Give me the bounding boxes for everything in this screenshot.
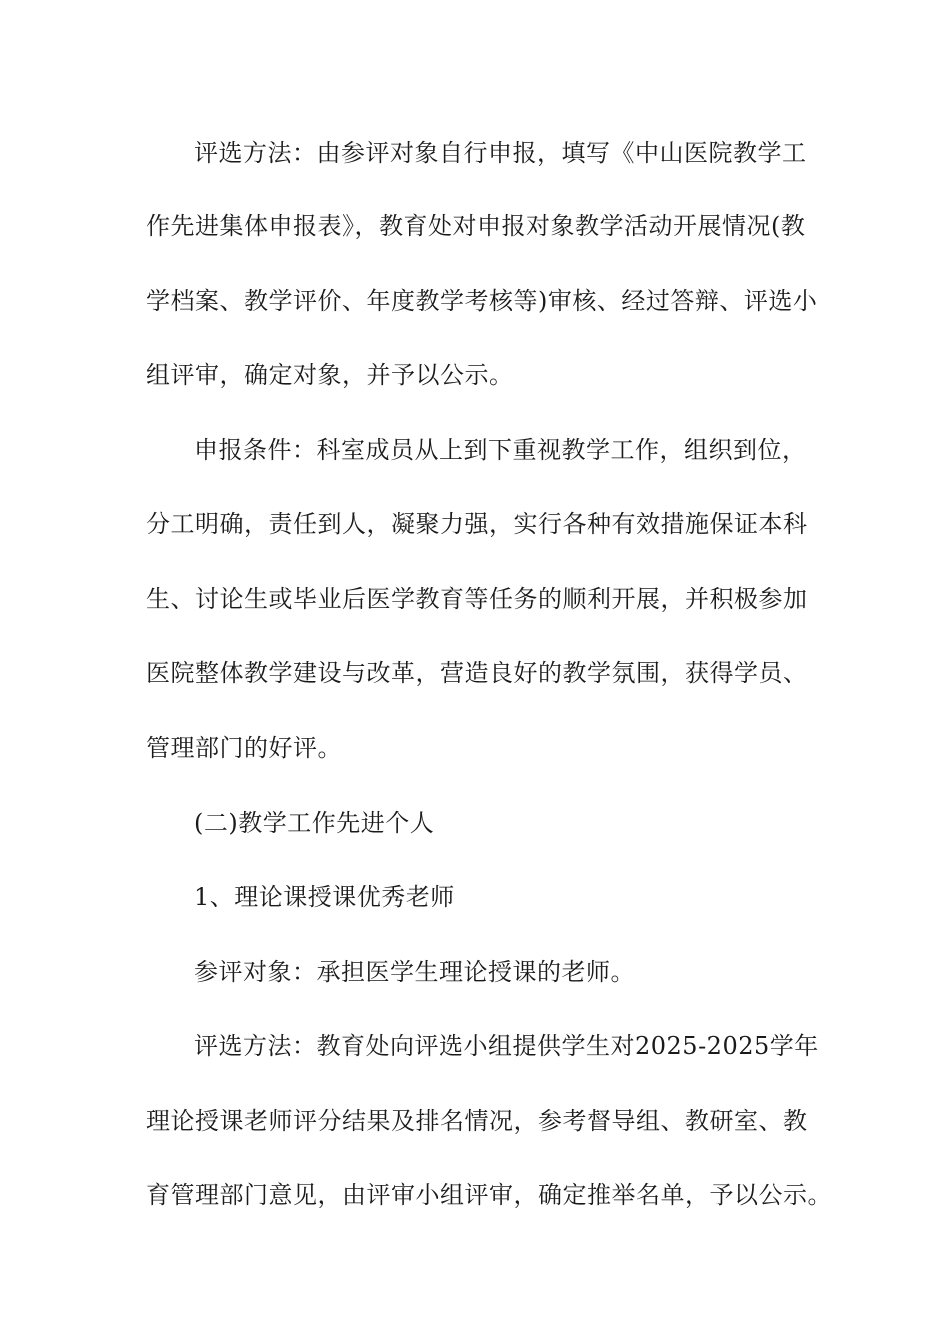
paragraph-application-conditions-line-3: 生、讨论生或毕业后医学教育等任务的顺利开展，并积极参加 (146, 585, 808, 613)
paragraph-selection-method-line-4: 组评审，确定对象，并予以公示。 (146, 361, 514, 389)
paragraph-teacher-selection-method-line-2: 理论授课老师评分结果及排名情况，参考督导组、教研室、教 (146, 1107, 808, 1135)
paragraph-application-conditions-line-4: 医院整体教学建设与改革，营造良好的教学氛围，获得学员、 (146, 659, 808, 687)
paragraph-selection-method-line-2: 作先进集体申报表》，教育处对申报对象教学活动开展情况(教 (146, 212, 806, 240)
subsection-heading-theory-teacher: 1、理论课授课优秀老师 (194, 883, 455, 911)
paragraph-teacher-selection-method-line-3: 育管理部门意见，由评审小组评审，确定推举名单，予以公示。 (146, 1181, 832, 1209)
paragraph-teacher-selection-method-line-1: 评选方法：教育处向评选小组提供学生对2025-2025学年 (194, 1032, 819, 1060)
section-heading-advanced-individual: (二)教学工作先进个人 (194, 809, 435, 837)
paragraph-application-conditions-line-2: 分工明确，责任到人，凝聚力强，实行各种有效措施保证本科 (146, 510, 808, 538)
paragraph-selection-method-line-3: 学档案、教学评价、年度教学考核等)审核、经过答辩、评选小 (146, 287, 818, 315)
paragraph-application-conditions-line-1: 申报条件：科室成员从上到下重视教学工作，组织到位， (194, 436, 807, 464)
paragraph-eligible-candidates: 参评对象：承担医学生理论授课的老师。 (194, 958, 635, 986)
paragraph-selection-method-line-1: 评选方法：由参评对象自行申报，填写《中山医院教学工 (194, 139, 807, 167)
paragraph-application-conditions-line-5: 管理部门的好评。 (146, 734, 342, 762)
